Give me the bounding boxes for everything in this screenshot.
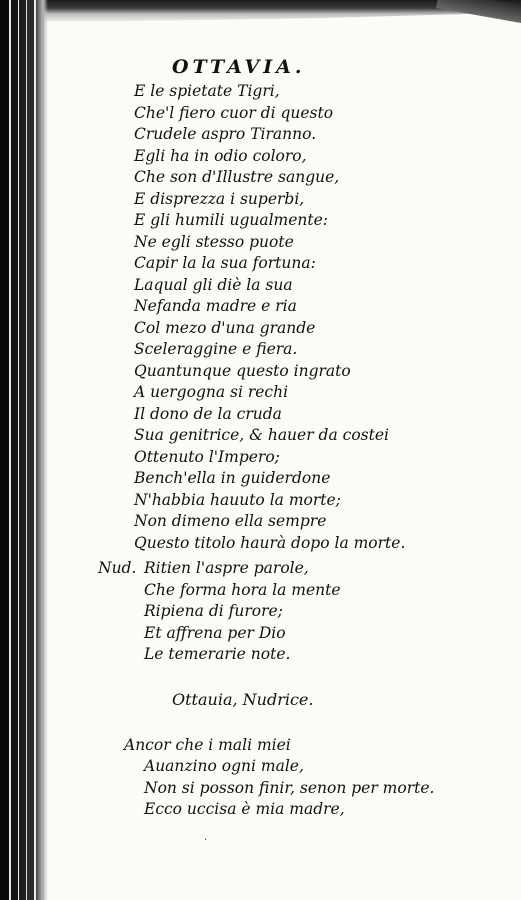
verse-line: Egli ha in odio coloro, (134, 147, 307, 165)
verse-line: Ne egli stesso puote (134, 233, 294, 251)
verse-line: Et affrena per Dio (144, 624, 286, 642)
verse-line: Ancor che i mali miei (124, 736, 291, 754)
verse-line: E gli humili ugualmente: (134, 211, 329, 229)
scene-heading: Ottauia, Nudrice. (172, 690, 314, 709)
verse-line: N'habbia hauuto la morte; (134, 491, 341, 509)
running-header: OTTAVIA. (172, 56, 306, 78)
verse-line: Quantunque questo ingrato (134, 362, 351, 380)
verse-line: Sceleraggine e fiera. (134, 340, 298, 358)
verse-line: Auanzino ogni male, (144, 757, 304, 775)
verse-line: Ripiena di furore; (144, 602, 283, 620)
verse-line: Laqual gli diè la sua (134, 276, 293, 294)
binding-shadow (36, 0, 48, 900)
verse-line: Ecco uccisa è mia madre, (144, 800, 345, 818)
verse-line: Questo titolo haurà dopo la morte. (134, 534, 406, 552)
speaker-label: Nud. (98, 559, 137, 577)
verse-line: Crudele aspro Tiranno. (134, 125, 317, 143)
verse-line: Sua genitrice, & hauer da costei (134, 426, 389, 444)
verse-line: Ritien l'aspre parole, (144, 559, 309, 577)
verse-line: Che son d'Illustre sangue, (134, 168, 340, 186)
verse-line: Che'l fiero cuor di questo (134, 104, 334, 122)
verse-line: Col mezo d'una grande (134, 319, 316, 337)
verse-line: Le temerarie note. (144, 645, 291, 663)
verse-line: Non dimeno ella sempre (134, 512, 327, 530)
verse-line: Che forma hora la mente (144, 581, 341, 599)
verse-line: Il dono de la cruda (134, 405, 282, 423)
verse-line: E le spietate Tigri, (134, 82, 280, 100)
verse-line: Capir la la sua fortuna: (134, 254, 316, 272)
verse-line: E disprezza i superbi, (134, 190, 305, 208)
ink-speck: . (204, 832, 208, 843)
verse-line: Nefanda madre e ria (134, 297, 297, 315)
verse-line: Non si posson finir, senon per morte. (144, 779, 435, 797)
verse-line: Ottenuto l'Impero; (134, 448, 280, 466)
verse-line: Bench'ella in guiderdone (134, 469, 331, 487)
verse-line: A uergogna si rechi (134, 383, 289, 401)
